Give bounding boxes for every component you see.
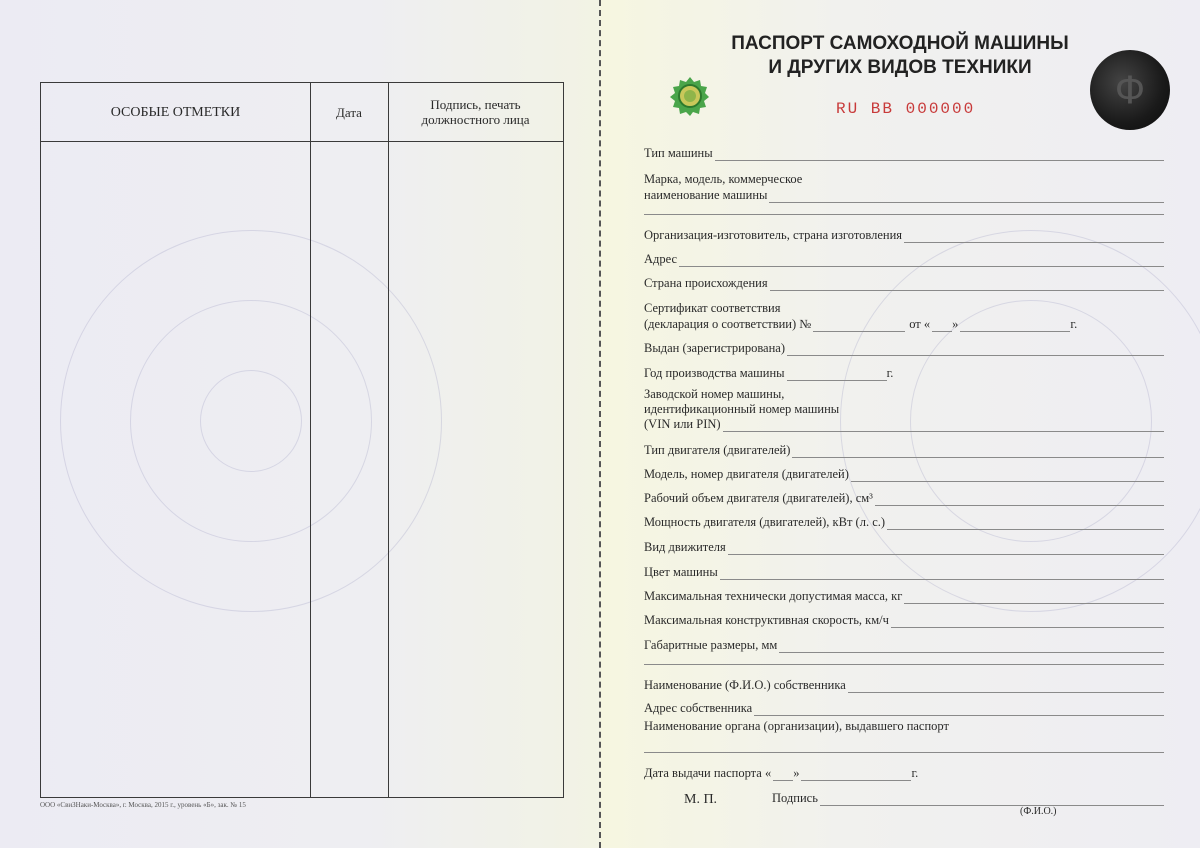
label-country-origin: Страна происхождения <box>644 276 768 290</box>
field-issued <box>644 341 1164 356</box>
label-signature: Подпись <box>772 791 818 805</box>
input-line[interactable] <box>769 190 1164 203</box>
input-line[interactable] <box>723 419 1164 432</box>
input-line[interactable] <box>787 368 887 381</box>
issue-day-line[interactable] <box>773 768 793 781</box>
field-country-origin <box>644 276 1164 291</box>
label-issue-date: Дата выдачи паспорта « <box>644 766 772 780</box>
label-year-suffix: г. <box>886 366 894 380</box>
label-serial-line3: (VIN или PIN) <box>644 417 721 431</box>
input-line[interactable] <box>728 542 1164 555</box>
input-line[interactable] <box>779 640 1164 653</box>
input-line[interactable] <box>875 493 1164 506</box>
label-engine-volume: Рабочий объем двигателя (двигателей), см³ <box>644 491 873 505</box>
certificate-number-line[interactable] <box>813 319 905 332</box>
field-engine-type <box>644 443 1164 458</box>
input-line[interactable] <box>720 567 1164 580</box>
title-line-1: ПАСПОРТ САМОХОДНОЙ МАШИНЫ <box>731 33 1069 54</box>
label-certificate-line2: (декларация о соответствии) № <box>644 317 812 331</box>
label-engine-model: Модель, номер двигателя (двигателей) <box>644 467 849 481</box>
column-divider <box>310 83 311 797</box>
label-issued: Выдан (зарегистрирована) <box>644 341 786 355</box>
column-divider <box>388 83 389 797</box>
label-owner-address: Адрес собственника <box>644 701 753 715</box>
field-engine-volume <box>644 491 1164 506</box>
field-propulsion <box>644 540 1164 555</box>
label-fio: (Ф.И.О.) <box>1020 806 1057 817</box>
issue-month-line[interactable] <box>801 768 911 781</box>
label-engine-type: Тип двигателя (двигателей) <box>644 443 791 457</box>
input-line[interactable] <box>644 664 1164 665</box>
field-owner-address <box>644 701 1164 716</box>
field-issue-date <box>644 766 974 781</box>
label-issuer-org: Наименование органа (организации), выдавшего паспорт <box>644 719 949 733</box>
label-owner-name: Наименование (Ф.И.О.) собственника <box>644 678 846 692</box>
header-special-marks: ОСОБЫЕ ОТМЕТКИ <box>110 104 241 120</box>
input-line[interactable] <box>887 517 1164 530</box>
field-year-made <box>644 366 924 381</box>
title-line-2: И ДРУГИХ ВИДОВ ТЕХНИКИ <box>768 57 1032 78</box>
field-vin <box>644 417 1164 432</box>
certificate-month-line[interactable] <box>960 319 1070 332</box>
label-certificate-line1: Сертификат соответствия <box>644 301 781 315</box>
green-seal-icon <box>670 76 710 116</box>
field-signature <box>772 791 1164 806</box>
document-title <box>690 32 1110 80</box>
field-engine-model <box>644 467 1164 482</box>
field-certificate <box>644 317 1124 332</box>
special-marks-table <box>40 82 564 798</box>
field-engine-power <box>644 515 1164 530</box>
label-machine-type: Тип машины <box>644 146 713 160</box>
label-address: Адрес <box>644 252 678 266</box>
label-year-made: Год производства машины <box>644 366 785 380</box>
header-date: Дата <box>336 104 362 120</box>
input-line[interactable] <box>904 591 1164 604</box>
field-address <box>644 252 1164 267</box>
input-line[interactable] <box>715 148 1164 161</box>
certificate-day-line[interactable] <box>932 319 952 332</box>
label-propulsion: Вид движителя <box>644 540 726 554</box>
label-engine-power: Мощность двигателя (двигателей), кВт (л. с.) <box>644 515 886 529</box>
hologram-icon <box>1090 50 1170 130</box>
printer-imprint: ООО «СвиЗНаки-Москва», г. Москва, 2015 г., уровень «Б», зак. № 15 <box>40 801 246 809</box>
input-line[interactable] <box>679 254 1164 267</box>
hologram-symbol: Ф <box>1114 68 1146 112</box>
label-issue-date-year: г. <box>911 766 919 780</box>
label-manufacturer: Организация-изготовитель, страна изготовления <box>644 228 903 242</box>
input-line[interactable] <box>770 278 1164 291</box>
field-machine-type <box>644 146 1164 161</box>
label-max-speed: Максимальная конструктивная скорость, км/ч <box>644 613 889 627</box>
label-certificate-from: от « <box>909 317 931 331</box>
field-owner-name <box>644 678 1164 693</box>
label-color: Цвет машины <box>644 565 718 579</box>
input-line[interactable] <box>754 703 1164 716</box>
label-brand-line1: Марка, модель, коммерческое <box>644 172 803 186</box>
field-max-speed <box>644 613 1164 628</box>
label-certificate-quote: » <box>952 317 959 331</box>
label-issue-date-quote: » <box>793 766 800 780</box>
signature-line[interactable] <box>820 793 1164 806</box>
stamp-label: М. П. <box>684 792 718 807</box>
field-brand <box>644 188 1164 203</box>
input-line[interactable] <box>644 752 1164 753</box>
field-max-mass <box>644 589 1164 604</box>
input-line[interactable] <box>904 230 1164 243</box>
label-max-mass: Максимальная технически допустимая масса, кг <box>644 589 903 603</box>
input-line[interactable] <box>848 680 1164 693</box>
label-brand-line2: наименование машины <box>644 188 768 202</box>
label-serial-line1: Заводской номер машины, <box>644 387 785 401</box>
serial-number: RU BB 000000 <box>836 100 976 118</box>
label-serial-line2: идентификационный номер машины <box>644 402 840 416</box>
input-line[interactable] <box>787 343 1164 356</box>
field-color <box>644 565 1164 580</box>
input-line[interactable] <box>792 445 1164 458</box>
field-dimensions <box>644 638 1164 653</box>
label-dimensions: Габаритные размеры, мм <box>644 638 778 652</box>
input-line[interactable] <box>851 469 1164 482</box>
label-certificate-year: г. <box>1070 317 1078 331</box>
input-line[interactable] <box>644 214 1164 215</box>
fold-line <box>599 0 601 848</box>
header-signature: Подпись, печать должностного лица <box>421 97 530 127</box>
input-line[interactable] <box>891 615 1164 628</box>
field-manufacturer <box>644 228 1164 243</box>
